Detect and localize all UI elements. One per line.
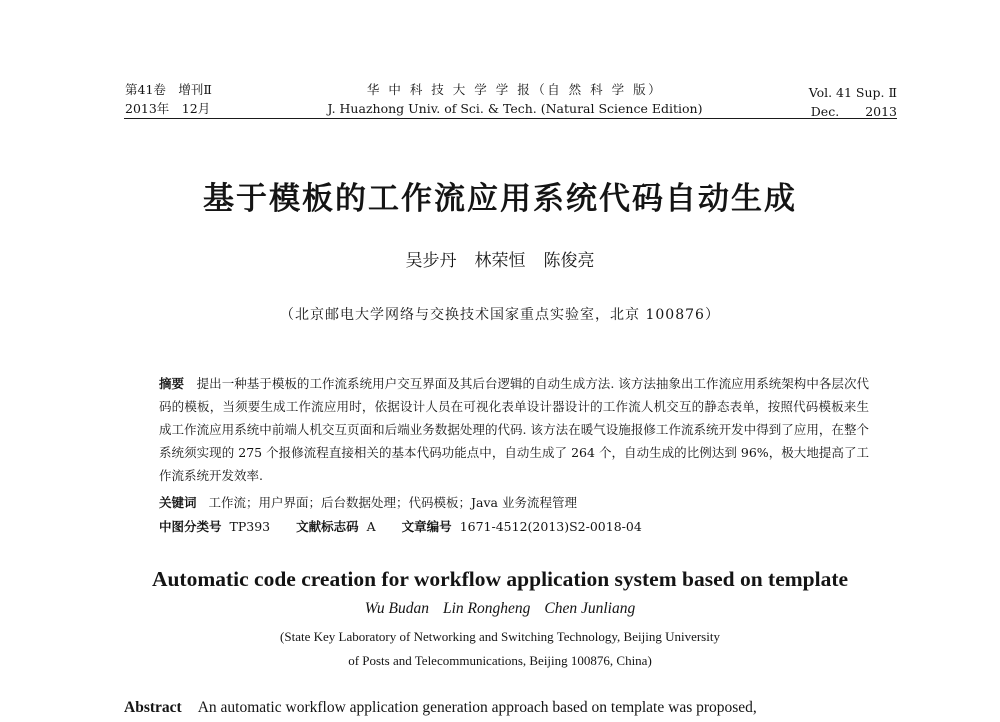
author-cn: 林荣恒 [474,251,526,271]
clc-number [159,515,270,538]
header-volume-en-info [809,83,897,121]
authors-en [0,600,1000,618]
author-en: Chen Junliang [544,600,636,617]
affiliation-cn: （北京邮电大学网络与交换技术国家重点实验室，北京 100876） [280,307,720,323]
document-code [296,515,376,538]
article-number-label: 文章编号 [401,519,452,534]
header-date-cn: 2013年 12月 [125,101,211,116]
header-month-en: Dec. [810,104,840,119]
abstract-cn-text: 提出一种基于模板的工作流系统用户交互界面及其后台逻辑的自动生成方法. 该方法抽象出工作流应用系统架构中各层次代码的模板，当须要生成工作流应用时，依据设计人员在可视化表单设计器设计的工作流人机交互的静态表单，按照代码模板来生成工作流应用系统中前端人机交互页面和后端业务数据处理的代码. 该方法在暖气设施报修工作流系统开发中得到了应用，在整个系统须实现的 275 个报修流程直接相关的基本代码功能点中，自动生成了 264 个，自动生成的比例达到 96%，极大地提高了工作流系统开发效率. [159,376,869,483]
header-volume-en: Vol. 41 Sup. Ⅱ [808,85,897,100]
header-journal-cn: 华 中 科 技 大 学 学 报（自 然 科 学 版） [366,82,664,97]
header-volume-info [125,80,212,118]
article-number-value: 1671-4512(2013)S2-0018-04 [459,519,642,534]
author-cn: 吴步丹 [405,251,457,271]
abstract-en-text: An automatic workflow application generation approach based on template was proposed, [197,699,757,716]
article-number [402,515,642,538]
abstract-en-label: Abstract [124,699,182,716]
author-cn: 陈俊亮 [543,251,595,271]
header-journal [300,80,730,118]
affiliation-en-line2: of Posts and Telecommunications, Beijing 100876, China) [348,653,652,668]
author-en: Lin Rongheng [442,600,531,617]
abstract-cn [159,372,869,487]
author-en: Wu Budan [364,600,429,617]
keywords-cn-label: 关键词 [159,495,197,510]
abstract-cn-label: 摘要 [159,376,185,391]
paper-title-cn: 基于模板的工作流应用系统代码自动生成 [203,181,797,217]
doc-code-label: 文献标志码 [296,519,359,534]
header-rule [124,118,897,119]
clc-label: 中图分类号 [159,519,222,534]
paper-title-en: Automatic code creation for workflow application system based on template [151,567,849,591]
keywords-cn [159,491,577,514]
doc-code-value: A [366,519,376,534]
header-year-en: 2013 [865,104,897,119]
affiliation-en-line1: (State Key Laboratory of Networking and Switching Technology, Beijing University [280,629,720,644]
authors-cn [0,246,1000,271]
clc-value: TP393 [229,519,271,534]
keywords-cn-text: 工作流；用户界面；后台数据处理；代码模板；Java 业务流程管理 [208,495,577,510]
header-volume-cn: 第41卷 增刊Ⅱ [125,82,212,97]
classification-line [159,515,668,538]
header-journal-en: J. Huazhong Univ. of Sci. & Tech. (Natural Science Edition) [327,101,703,116]
abstract-en [124,699,897,717]
